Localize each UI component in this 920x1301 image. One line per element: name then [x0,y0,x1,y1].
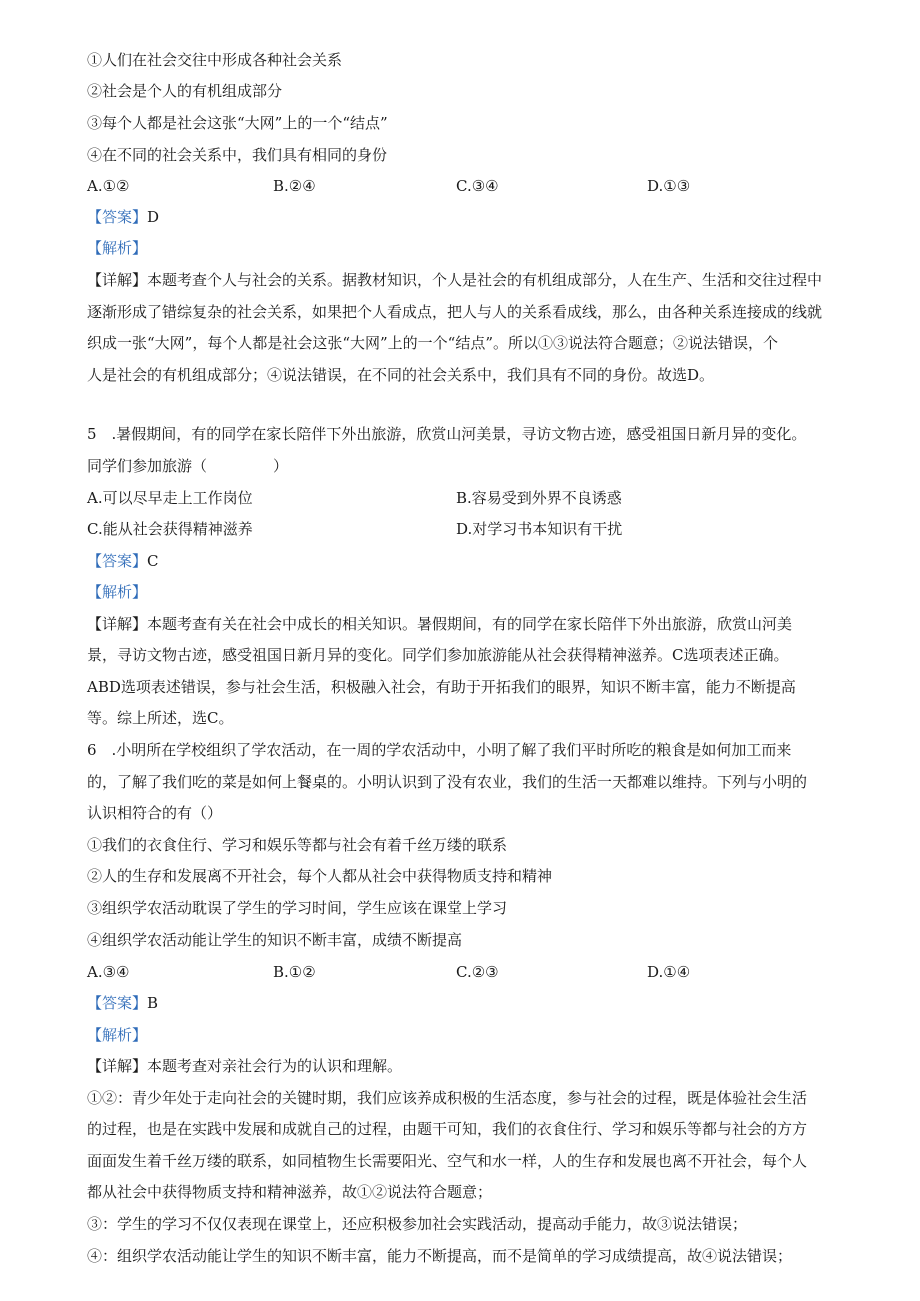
q6-statement-2: ②人的生存和发展离不开社会，每个人都从社会中获得物质支持和精神 [87,867,553,885]
q4-statement-4: ④在不同的社会关系中，我们具有相同的身份 [87,146,388,164]
q6-detail-line: 面面发生着千丝万缕的联系，如同植物生长需要阳光、空气和水一样，人的生存和发展也离不开社会，每个人 [87,1152,808,1170]
q4-statement-3: ③每个人都是社会这张“大网”上的一个“结点” [87,114,388,132]
answer-label: 【答案】 [87,208,148,226]
q4-detail-line: 【详解】本题考查个人与社会的关系。据教材知识，个人是社会的有机组成部分，人在生产、生活和交往过程中 [87,271,823,289]
q6-option-c: C.②③ [456,963,499,981]
q6-option-d: D.①④ [647,963,691,981]
q5-stem-line-2 [87,456,288,476]
answer-value: C [147,552,159,570]
q6-detail-line: ①②：青少年处于走向社会的关键时期，我们应该养成积极的生活态度，参与社会的过程，既是体验社会生活 [87,1089,808,1107]
q5-stem-text: 同学们参加旅游（ [87,457,208,475]
q6-analysis-label: 【解析】 [87,1026,148,1044]
answer-label: 【答案】 [87,994,148,1012]
q5-option-c: C.能从社会获得精神滋养 [87,520,253,538]
q6-answer [87,993,158,1013]
q6-option-a: A.③④ [87,963,130,981]
answer-value: D [147,208,160,226]
q6-option-b: B.①② [273,963,316,981]
q6-statement-3: ③组织学农活动耽误了学生的学习时间，学生应该在课堂上学习 [87,899,508,917]
q4-option-d: D.①③ [647,177,691,195]
q4-analysis-label: 【解析】 [87,239,148,257]
q5-stem-close: ） [273,457,289,475]
q4-answer [87,207,159,227]
q6-statement-1: ①我们的衣食住行、学习和娱乐等都与社会有着千丝万缕的联系 [87,836,508,854]
q4-option-b: B.②④ [273,177,316,195]
q4-detail-line: 逐渐形成了错综复杂的社会关系，如果把个人看成点，把人与人的关系看成线，那么，由各种关系连接成的线就 [87,303,823,321]
q4-option-a: A.①② [87,177,130,195]
q4-detail-line: 织成一张“大网”，每个人都是社会这张“大网”上的一个“结点”。所以①③说法符合题意；②说法错误，个 [87,334,779,352]
q4-statement-2: ②社会是个人的有机组成部分 [87,82,283,100]
q6-detail-line: ④：组织学农活动能让学生的知识不断丰富，能力不断提高，而不是简单的学习成绩提高，故④说法错误； [87,1247,793,1265]
q6-statement-4: ④组织学农活动能让学生的知识不断丰富，成绩不断提高 [87,931,463,949]
q5-analysis-label: 【解析】 [87,583,148,601]
q6-detail-line: ③：学生的学习不仅仅表现在课堂上，还应积极参加社会实践活动，提高动手能力，故③说法错误； [87,1215,748,1233]
q4-detail-line: 人是社会的有机组成部分；④说法错误，在不同的社会关系中，我们具有不同的身份。故选D。 [87,366,715,384]
answer-value: B [147,994,159,1012]
q6-detail-line: 都从社会中获得物质支持和精神滋养，故①②说法符合题意； [87,1183,493,1201]
q6-detail-line: 的过程，也是在实践中发展和成就自己的过程，由题干可知，我们的衣食住行、学习和娱乐等都与社会的方方 [87,1120,808,1138]
q4-option-c: C.③④ [456,177,499,195]
q6-stem-line: 的，了解了我们吃的菜是如何上餐桌的。小明认识到了没有农业，我们的生活一天都难以维持。下列与小明的 [87,773,808,791]
q6-stem-line: 6 .小明所在学校组织了学农活动，在一周的学农活动中，小明了解了我们平时所吃的粮食是如何加工而来 [87,741,792,759]
q6-stem-line: 认识相符合的有（） [87,804,223,822]
q5-option-b: B.容易受到外界不良诱惑 [456,489,622,507]
q5-stem-line-1: 5 .暑假期间，有的同学在家长陪伴下外出旅游，欣赏山河美景，寻访文物古迹，感受祖国日新月异的变化。 [87,425,807,443]
q5-detail-line: ABD选项表述错误，参与社会生活，积极融入社会，有助于开拓我们的眼界，知识不断丰富，能力不断提高 [87,678,796,696]
q6-detail-line: 【详解】本题考查对亲社会行为的认识和理解。 [87,1057,403,1075]
q5-answer [87,551,159,571]
q5-option-a: A.可以尽早走上工作岗位 [87,489,253,507]
q5-option-d: D.对学习书本知识有干扰 [456,520,623,538]
answer-label: 【答案】 [87,552,148,570]
q4-statement-1: ①人们在社会交往中形成各种社会关系 [87,51,343,69]
q5-detail-line: 等。综上所述，选C。 [87,709,234,727]
q5-detail-line: 景，寻访文物古迹，感受祖国日新月异的变化。同学们参加旅游能从社会获得精神滋养。C选项表述正确。 [87,646,789,664]
q5-detail-line: 【详解】本题考查有关在社会中成长的相关知识。暑假期间，有的同学在家长陪伴下外出旅游，欣赏山河美 [87,615,793,633]
